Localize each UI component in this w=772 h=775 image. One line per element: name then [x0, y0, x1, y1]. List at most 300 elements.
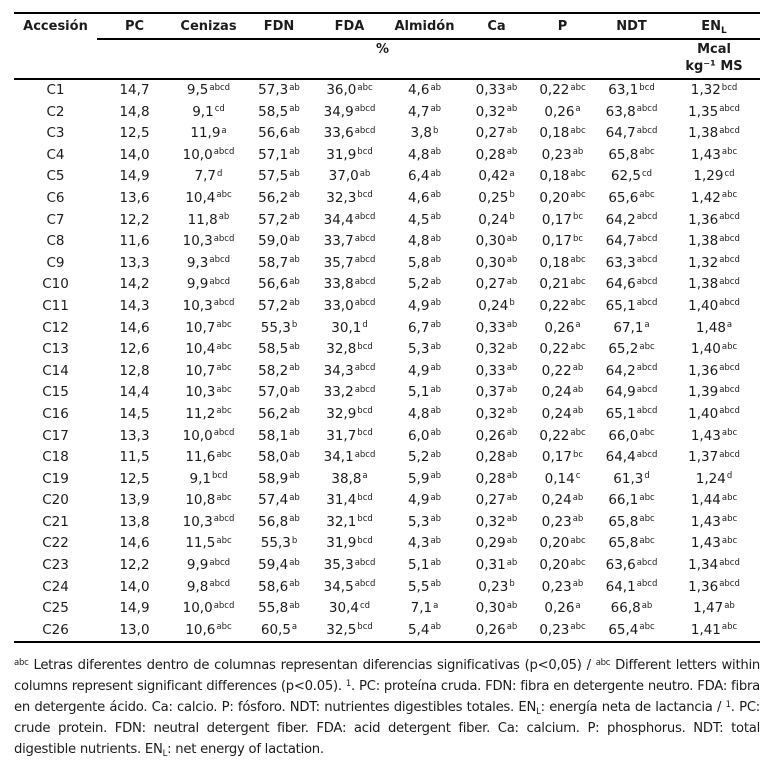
cell-fdn: 59,4$^{ab}$ [258, 557, 300, 574]
significance-letters: ab [506, 233, 518, 244]
significance-letters: bcd [357, 514, 373, 525]
footnote-sup: 1 [725, 699, 731, 710]
cell-p: 0,22$^{abc}$ [539, 341, 586, 358]
cell-almidon: 4,5$^{ab}$ [407, 211, 442, 228]
significance-letters: abc [216, 449, 232, 460]
header-row-names [14, 13, 760, 39]
significance-letters: abcd [719, 104, 740, 115]
table-row [14, 447, 760, 469]
significance-letters: abcd [354, 579, 376, 590]
cell-p: 0,23$^{ab}$ [541, 578, 584, 595]
cell-cenizas: 11,6$^{abc}$ [185, 449, 232, 466]
cell-enl: $1,39^{abcd}$ [688, 384, 740, 401]
significance-letters: ab [724, 600, 735, 611]
cell-enl: 1,42$^{abc}$ [690, 189, 738, 206]
significance-letters: abcd [354, 104, 376, 115]
significance-letters: abc [570, 341, 586, 352]
significance-letters: abcd [354, 125, 376, 136]
cell-enl: $1,36^{abcd}$ [688, 362, 740, 379]
table-row [14, 512, 760, 534]
cell-cenizas: 11,9$^a$ [190, 125, 227, 142]
significance-letters: abcd [719, 276, 740, 287]
cell-cenizas: 10,4$^{abc}$ [185, 189, 232, 206]
cell-enl: 1,40$^{abc}$ [690, 341, 738, 358]
cell-ndt: $64,2^{abcd}$ [605, 211, 658, 228]
footnote-text: Letras diferentes dentro de columnas representan diferencias significativas (p<0,05) / [28, 658, 596, 674]
cell-ndt: $63,3^{abcd}$ [605, 254, 658, 271]
cell-enl: 1,29$^{cd}$ [693, 168, 735, 185]
cell-cenizas: $10,3^{abcd}$ [182, 233, 235, 250]
cell-accession: C21 [42, 513, 69, 530]
cell-almidon: 4,9$^{ab}$ [407, 492, 442, 509]
significance-letters: ab [289, 600, 300, 611]
cell-cenizas: $9,3^{abcd}$ [186, 254, 231, 271]
significance-letters: abcd [354, 557, 376, 568]
table-row [14, 166, 760, 188]
significance-letters: ab [506, 471, 518, 482]
cell-ca: 0,27$^{ab}$ [475, 125, 518, 142]
significance-letters: abcd [354, 276, 376, 287]
cell-fda: 32,8$^{bcd}$ [326, 341, 373, 358]
cell-fdn: 57,3$^{ab}$ [258, 82, 300, 98]
significance-letters: ab [289, 471, 300, 482]
cell-accession: C16 [42, 405, 69, 422]
significance-letters: b [291, 320, 298, 331]
cell-ca: 0,33$^{ab}$ [475, 362, 518, 379]
significance-letters: abc [639, 492, 655, 503]
cell-ca: 0,32$^{ab}$ [475, 513, 518, 530]
significance-letters: abcd [719, 384, 740, 395]
table-row [14, 490, 760, 512]
cell-cenizas: 10,3$^{abc}$ [185, 384, 232, 401]
cell-ndt: 66,8$^{ab}$ [610, 600, 653, 617]
significance-letters: abc [639, 147, 655, 158]
cell-ca: 0,29$^{ab}$ [475, 535, 518, 552]
significance-letters: ab [506, 514, 518, 525]
cell-fda: 32,3$^{bcd}$ [326, 189, 373, 206]
cell-ca: 0,23$^b$ [478, 578, 515, 595]
significance-letters: ab [506, 147, 518, 158]
significance-letters: bcd [357, 622, 373, 633]
table-row [14, 577, 760, 599]
significance-letters: ab [506, 320, 518, 331]
cell-enl: $1,38^{abcd}$ [688, 276, 740, 293]
cell-almidon: 4,6$^{ab}$ [407, 82, 442, 98]
significance-letters: ab [430, 449, 442, 460]
cell-fdn: 57,1$^{ab}$ [258, 146, 300, 163]
significance-letters: abc [570, 557, 586, 568]
cell-accession: C15 [42, 384, 69, 401]
footnote-text: . PC: crude protein. FDN: neutral detergent fiber. FDA: acid detergent fiber. Ca: calcium. P: phosphorus. NDT: total digestible nutrients. EN [14, 700, 760, 758]
significance-letters: abcd [209, 82, 231, 93]
significance-letters: b [509, 298, 515, 309]
significance-letters: ab [572, 147, 584, 158]
cell-almidon: 3,8$^b$ [410, 125, 439, 142]
cell-fda: 32,9$^{bcd}$ [326, 405, 373, 422]
cell-enl: $1,36^{abcd}$ [688, 578, 740, 595]
cell-pc: 12,8 [119, 362, 150, 379]
significance-letters: ab [430, 622, 442, 633]
cell-accession: C4 [46, 146, 65, 163]
cell-ndt: 62,5$^{cd}$ [610, 168, 653, 185]
footnote-text: . PC: proteína cruda. FDN: fibra en detergente neutro. FDA: fibra en detergente ácido. Ca: calcio. P: fósforo. NDT: nutrientes digestibles totales. EN [14, 679, 760, 716]
table-row [14, 620, 760, 643]
significance-letters: ab [430, 406, 442, 417]
cell-cenizas: 10,8$^{abc}$ [185, 492, 232, 509]
significance-letters: a [291, 622, 298, 633]
cell-cenizas: 9,1$^{cd}$ [192, 103, 225, 120]
significance-letters: abc [639, 341, 655, 352]
cell-pc: 12,2 [119, 211, 150, 228]
table-row [14, 469, 760, 491]
significance-letters: abcd [636, 233, 658, 244]
significance-letters: ab [506, 341, 518, 352]
significance-letters: ab [289, 298, 300, 309]
table-row [14, 555, 760, 577]
cell-almidon: 5,3$^{ab}$ [407, 513, 442, 530]
significance-letters: abcd [354, 449, 376, 460]
cell-enl: $1,38^{abcd}$ [688, 125, 740, 142]
significance-letters: ab [506, 384, 518, 395]
cell-fdn: 59,0$^{ab}$ [258, 233, 300, 250]
cell-pc: 14,6 [119, 319, 150, 336]
cell-ndt: $63,6^{abcd}$ [605, 557, 658, 574]
cell-ca: 0,37$^{ab}$ [475, 384, 518, 401]
table-row [14, 361, 760, 383]
table-row [14, 339, 760, 361]
cell-fda: $33,2^{abcd}$ [323, 384, 376, 401]
significance-letters: abcd [719, 449, 740, 460]
significance-letters: ab [430, 557, 442, 568]
cell-accession: C13 [42, 341, 69, 358]
cell-p: 0,18$^{abc}$ [539, 125, 586, 142]
significance-letters: bcd [357, 341, 373, 352]
cell-enl: 1,24$^d$ [695, 470, 733, 487]
cell-fdn: 57,4$^{ab}$ [258, 492, 300, 509]
significance-letters: abcd [636, 557, 658, 568]
cell-p: 0,20$^{abc}$ [539, 189, 586, 206]
significance-letters: abc [721, 622, 738, 633]
cell-fda: $35,3^{abcd}$ [323, 557, 376, 574]
footnote-sup: abc [595, 657, 611, 668]
significance-letters: abcd [636, 298, 658, 309]
significance-letters: abcd [354, 298, 376, 309]
cell-cenizas: $10,3^{abcd}$ [182, 297, 235, 314]
significance-letters: ab [430, 212, 442, 223]
significance-letters: abc [639, 622, 655, 633]
cell-pc: 13,0 [97, 620, 172, 643]
cell-fda: $33,7^{abcd}$ [323, 233, 376, 250]
table-row [14, 145, 760, 167]
significance-letters: ab [430, 579, 442, 590]
cell-accession: C9 [46, 254, 65, 271]
cell-pc: 14,0 [119, 578, 150, 595]
cell-ndt: 63,1$^{bcd}$ [608, 82, 655, 98]
cell-fdn: 60,5$^a$ [245, 620, 313, 643]
significance-letters: ab [430, 535, 442, 546]
cell-fdn: 57,5$^{ab}$ [258, 168, 300, 185]
significance-letters: ab [289, 557, 300, 568]
cell-ca: 0,30$^{ab}$ [475, 254, 518, 271]
significance-letters: ab [289, 428, 300, 438]
cell-cenizas: 11,8$^{ab}$ [187, 211, 230, 228]
cell-fda: 38,8$^a$ [331, 470, 368, 487]
table-row [14, 426, 760, 448]
cell-almidon: 4,8$^{ab}$ [407, 146, 442, 163]
cell-ca: 0,27$^{ab}$ [475, 492, 518, 509]
cell-fda: 31,7$^{bcd}$ [326, 427, 373, 444]
significance-letters: ab [572, 579, 584, 590]
cell-fda: $34,5^{abcd}$ [323, 578, 376, 595]
significance-letters: abc [639, 190, 655, 201]
significance-letters: abc [216, 622, 232, 633]
cell-enl: $1,40^{abcd}$ [688, 405, 740, 422]
cell-accession: C26 [14, 620, 97, 643]
significance-letters: abc [570, 82, 586, 93]
cell-p: 0,24$^{ab}$ [541, 405, 584, 422]
significance-letters: abcd [719, 406, 740, 417]
cell-ndt: $63,8^{abcd}$ [605, 103, 658, 120]
significance-letters: ab [289, 579, 300, 590]
cell-cenizas: $10,0^{abcd}$ [182, 146, 235, 163]
significance-letters: abcd [719, 125, 740, 136]
cell-accession: C22 [42, 535, 69, 552]
col-header-pc: PC [97, 13, 172, 39]
significance-letters: ab [289, 147, 300, 158]
significance-letters: abc [216, 406, 232, 417]
cell-almidon: 6,4$^{ab}$ [407, 168, 442, 185]
significance-letters: b [509, 212, 515, 223]
cell-enl: $1,38^{abcd}$ [688, 233, 740, 250]
cell-pc: 14,5 [119, 405, 150, 422]
table-row [14, 533, 760, 555]
significance-letters: ab [506, 492, 518, 503]
significance-letters: abcd [636, 363, 658, 374]
cell-almidon: 4,9$^{ab}$ [407, 297, 442, 314]
cell-p: 0,24$^{ab}$ [541, 384, 584, 401]
cell-fda: $34,1^{abcd}$ [323, 449, 376, 466]
cell-ndt: $64,7^{abcd}$ [605, 125, 658, 142]
significance-letters: a [362, 471, 368, 482]
significance-letters: ab [572, 363, 584, 374]
significance-letters: ab [218, 212, 230, 223]
significance-letters: ab [506, 276, 518, 287]
cell-ca: 0,28$^{ab}$ [475, 449, 518, 466]
cell-ndt: $64,7^{abcd}$ [605, 233, 658, 250]
cell-p: 0,26$^a$ [544, 319, 581, 336]
cell-almidon: 5,9$^{ab}$ [407, 470, 442, 487]
significance-letters: abcd [719, 212, 740, 223]
cell-pc: 12,5 [119, 470, 150, 487]
cell-fdn: 57,2$^{ab}$ [258, 297, 300, 314]
footnote-sub: L [162, 749, 168, 760]
significance-letters: c [575, 471, 581, 482]
cell-fdn: 58,9$^{ab}$ [258, 470, 300, 487]
significance-letters: abc [721, 341, 738, 352]
cell-enl: 1,43$^{abc}$ [690, 535, 738, 552]
enl-subscript: L [721, 26, 727, 36]
significance-letters: d [217, 168, 223, 179]
significance-letters: a [575, 104, 581, 115]
cell-almidon: 5,1$^{ab}$ [407, 557, 442, 574]
cell-ndt: 65,4$^{abc}$ [595, 620, 668, 643]
significance-letters: abcd [213, 600, 235, 611]
cell-pc: 12,2 [119, 557, 150, 574]
cell-pc: 14,2 [119, 276, 150, 293]
significance-letters: abc [721, 492, 738, 503]
significance-letters: ab [430, 514, 442, 525]
cell-fda: 37,0$^{ab}$ [328, 168, 371, 185]
cell-almidon: 5,1$^{ab}$ [407, 384, 442, 401]
table-row [14, 188, 760, 210]
significance-letters: ab [430, 276, 442, 287]
significance-letters: ab [572, 406, 584, 417]
cell-ndt: 65,8$^{abc}$ [608, 146, 655, 163]
cell-p: 0,23$^{ab}$ [541, 513, 584, 530]
cell-pc: 11,5 [119, 449, 150, 466]
footnote [14, 655, 760, 760]
cell-fdn: 56,2$^{ab}$ [258, 405, 300, 422]
cell-p: 0,14$^c$ [544, 470, 581, 487]
significance-letters: bc [572, 449, 584, 460]
significance-letters: abc [721, 147, 738, 158]
significance-letters: abc [639, 514, 655, 525]
significance-letters: cd [724, 168, 735, 179]
significance-letters: cd [359, 600, 371, 611]
significance-letters: abcd [213, 514, 235, 525]
significance-letters: ab [289, 449, 300, 460]
table-header [14, 13, 760, 79]
cell-almidon: 4,8$^{ab}$ [407, 233, 442, 250]
cell-enl: $1,35^{abcd}$ [688, 103, 740, 120]
significance-letters: bc [572, 212, 584, 223]
significance-letters: ab [572, 492, 584, 503]
significance-letters: abcd [636, 125, 658, 136]
significance-letters: ab [289, 406, 300, 417]
significance-letters: abcd [213, 233, 235, 244]
table-row [14, 274, 760, 296]
cell-almidon: 7,1$^a$ [410, 600, 439, 617]
cell-pc: 11,6 [119, 233, 150, 250]
cell-fda: 32,5$^{bcd}$ [313, 620, 386, 643]
cell-ndt: $64,4^{abcd}$ [605, 449, 658, 466]
significance-letters: d [644, 471, 650, 482]
significance-letters: abcd [354, 384, 376, 395]
significance-letters: ab [506, 449, 518, 460]
cell-fdn: 58,7$^{ab}$ [258, 254, 300, 271]
cell-ca: 0,26$^{ab}$ [463, 620, 530, 643]
cell-accession: C19 [42, 470, 69, 487]
footnote-sup: abc [14, 657, 29, 668]
cell-pc: 13,3 [119, 427, 150, 444]
col-header-p: P [530, 13, 595, 39]
cell-accession: C1 [46, 82, 65, 98]
significance-letters: abcd [719, 363, 740, 374]
cell-cenizas: 7,7$^d$ [194, 168, 223, 185]
cell-p: 0,17$^{bc}$ [541, 211, 584, 228]
cell-p: 0,22$^{abc}$ [539, 82, 586, 98]
cell-ca: 0,32$^{ab}$ [475, 103, 518, 120]
cell-ca: 0,24$^b$ [478, 211, 515, 228]
cell-almidon: 4,6$^{ab}$ [407, 189, 442, 206]
cell-fda: 30,1$^d$ [331, 319, 368, 336]
cell-enl: $1,40^{abcd}$ [688, 297, 740, 314]
cell-ca: 0,24$^b$ [478, 297, 515, 314]
cell-ndt: 66,1$^{abc}$ [608, 492, 655, 509]
significance-letters: ab [572, 514, 584, 525]
cell-p: 0,26$^a$ [544, 600, 581, 617]
significance-letters: cd [641, 168, 653, 179]
significance-letters: abc [570, 255, 586, 266]
significance-letters: abc [721, 428, 738, 438]
significance-letters: abc [639, 535, 655, 546]
cell-fdn: 58,1$^{ab}$ [258, 427, 300, 444]
significance-letters: abcd [213, 147, 235, 158]
significance-letters: abc [570, 190, 586, 201]
significance-letters: ab [289, 233, 300, 244]
significance-letters: abc [216, 190, 232, 201]
cell-ndt: $64,1^{abcd}$ [605, 578, 658, 595]
cell-pc: 14,6 [119, 535, 150, 552]
cell-p: 0,22$^{abc}$ [539, 427, 586, 444]
significance-letters: a [644, 320, 650, 331]
cell-cenizas: $10,3^{abcd}$ [182, 513, 235, 530]
significance-letters: abcd [636, 276, 658, 287]
table-row [14, 404, 760, 426]
cell-cenizas: 10,7$^{abc}$ [185, 362, 232, 379]
significance-letters: b [509, 579, 515, 590]
significance-letters: ab [430, 147, 442, 158]
significance-letters: ab [289, 212, 300, 223]
cell-fdn: 58,6$^{ab}$ [258, 578, 300, 595]
col-header-cenizas: Cenizas [172, 13, 245, 39]
cell-enl: $1,34^{abcd}$ [688, 557, 740, 574]
cell-ndt: 61,3$^d$ [613, 470, 650, 487]
unit-percent: % [375, 42, 390, 57]
significance-letters: ab [430, 190, 442, 201]
significance-letters: b [433, 125, 439, 136]
cell-cenizas: $9,9^{abcd}$ [186, 276, 231, 293]
cell-ndt: $64,6^{abcd}$ [605, 276, 658, 293]
significance-letters: ab [430, 471, 442, 482]
table-row [14, 598, 760, 620]
cell-ca: 0,42$^a$ [478, 168, 515, 185]
significance-letters: abcd [719, 557, 740, 568]
cell-accession: C20 [42, 492, 69, 509]
cell-almidon: 5,8$^{ab}$ [407, 254, 442, 271]
cell-accession: C23 [42, 557, 69, 574]
cell-fdn: 55,8$^{ab}$ [258, 600, 300, 617]
significance-letters: ab [430, 82, 442, 93]
cell-fdn: 56,2$^{ab}$ [258, 189, 300, 206]
significance-letters: ab [506, 535, 518, 546]
cell-pc: 14,3 [119, 297, 150, 314]
col-header-ndt: NDT [595, 13, 668, 39]
cell-ca: 0,28$^{ab}$ [475, 146, 518, 163]
cell-fda: 36,0$^{abc}$ [326, 82, 373, 98]
significance-letters: ab [289, 168, 300, 179]
significance-letters: abc [721, 535, 738, 546]
significance-letters: ab [430, 492, 442, 503]
significance-letters: a [433, 600, 439, 611]
cell-enl: 1,47$^{ab}$ [693, 600, 735, 617]
cell-enl: 1,32$^{bcd}$ [690, 82, 738, 98]
significance-letters: bcd [639, 82, 655, 93]
cell-ca: 0,33$^{ab}$ [475, 82, 518, 98]
significance-letters: bcd [357, 406, 373, 417]
significance-letters: abc [570, 125, 586, 136]
significance-letters: d [362, 320, 368, 331]
